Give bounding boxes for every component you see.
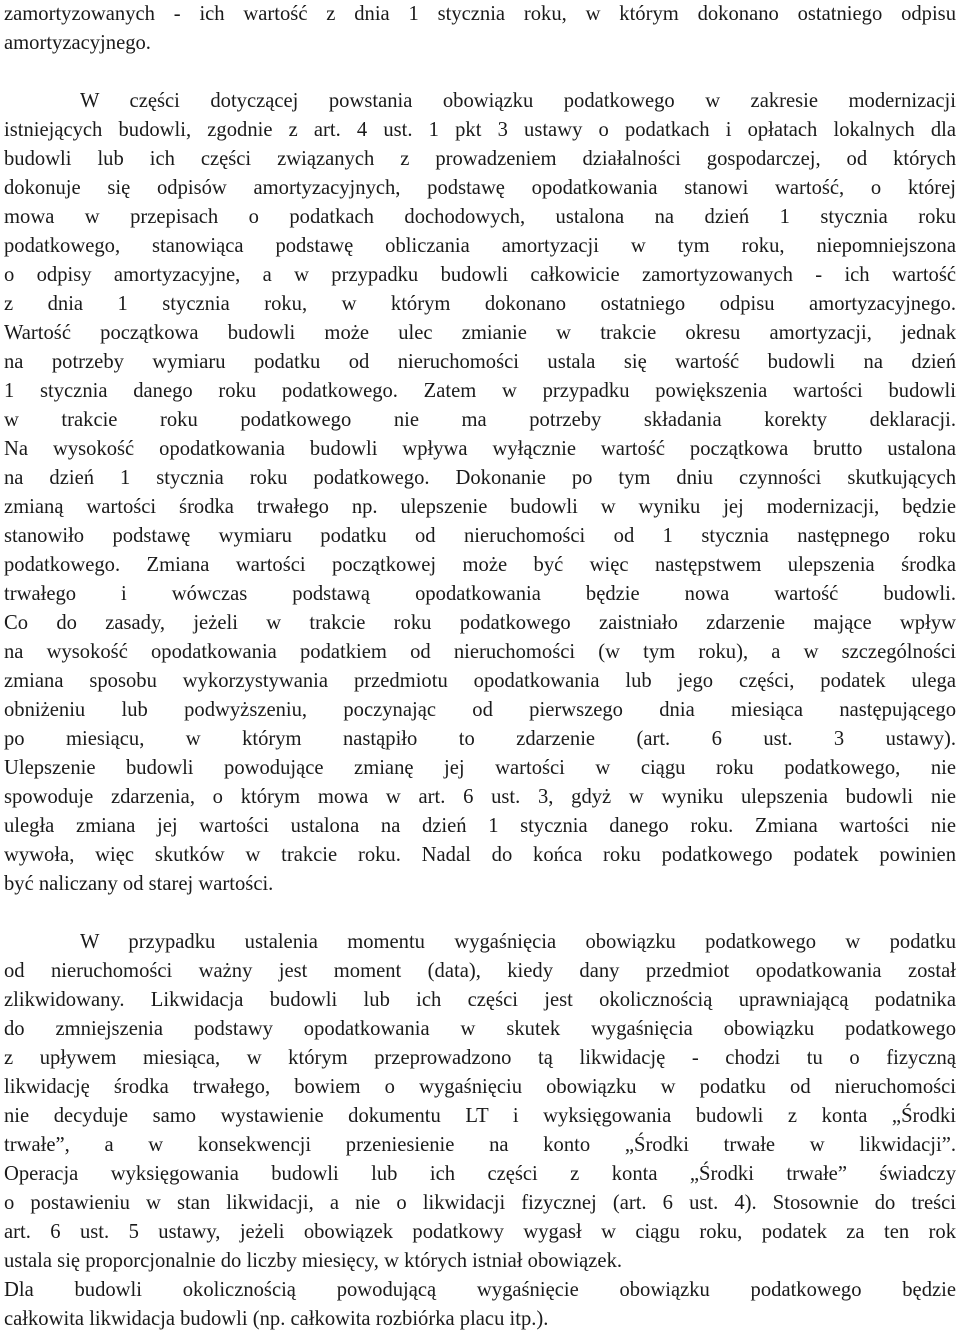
paragraph-gap — [4, 58, 956, 87]
text-line: w trakcie roku podatkowego nie ma potrzeby składania korekty deklaracji. — [4, 409, 956, 431]
text-line: Dla budowli okolicznością powodującą wygaśnięcie obowiązku podatkowego będzie — [4, 1279, 956, 1301]
text-line: być naliczany od starej wartości. — [4, 873, 274, 895]
text-line: zmiana sposobu wykorzystywania przedmiotu opodatkowania lub jego części, podatek ulega — [4, 670, 956, 692]
text-line: zlikwidowany. Likwidacja budowli lub ich części jest okolicznością uprawniającą podatnika — [4, 989, 956, 1011]
paragraph-gap — [4, 899, 956, 928]
text-line: zamortyzowanych - ich wartość z dnia 1 stycznia roku, w którym dokonano ostatniego odpisu — [4, 3, 956, 25]
text-line: do zmniejszenia podstawy opodatkowania w skutek wygaśnięcia obowiązku podatkowego — [4, 1018, 956, 1040]
document-body — [4, 0, 956, 1334]
text-line: W przypadku ustalenia momentu wygaśnięcia obowiązku podatkowego w podatku — [80, 931, 956, 953]
paragraph-p2 — [4, 87, 956, 899]
text-line: o postawieniu w stan likwidacji, a nie o likwidacji fizycznej (art. 6 ust. 4). Stosownie do treści — [4, 1192, 956, 1214]
text-line: Na wysokość opodatkowania budowli wpływa wyłącznie wartość początkowa brutto ustalona — [4, 438, 956, 460]
paragraph-p1 — [4, 0, 956, 58]
text-line: podatkowego. Zmiana wartości początkowej może być więc następstwem ulepszenia środka — [4, 554, 956, 576]
text-line: trwałego i wówczas podstawą opodatkowania będzie nowa wartość budowli. — [4, 583, 956, 605]
text-line: amortyzacyjnego. — [4, 32, 151, 54]
text-line: o odpisy amortyzacyjne, a w przypadku budowli całkowicie zamortyzowanych - ich wartość — [4, 264, 956, 286]
text-line: Operacja wyksięgowania budowli lub ich części z konta „Środki trwałe” świadczy — [4, 1163, 956, 1185]
text-line: podatkowego, stanowiąca podstawę obliczania amortyzacji w tym roku, niepomniejszona — [4, 235, 956, 257]
text-line: 1 stycznia danego roku podatkowego. Zatem w przypadku powiększenia wartości budowli — [4, 380, 956, 402]
text-line: stanowiło podstawę wymiaru podatku od nieruchomości od 1 stycznia następnego roku — [4, 525, 956, 547]
text-line: budowli lub ich części związanych z prowadzeniem działalności gospodarczej, od których — [4, 148, 956, 170]
text-line: zmianą wartości środka trwałego np. ulepszenie budowli w wyniku jej modernizacji, będzie — [4, 496, 956, 518]
text-line: mowa w przepisach o podatkach dochodowych, ustalona na dzień 1 stycznia roku — [4, 206, 956, 228]
text-line: na potrzeby wymiaru podatku od nieruchomości ustala się wartość budowli na dzień — [4, 351, 956, 373]
text-line: uległa zmiana jej wartości ustalona na dzień 1 stycznia danego roku. Zmiana wartości nie — [4, 815, 956, 837]
text-line: nie decyduje samo wystawienie dokumentu LT i wyksięgowania budowli z konta „Środki — [4, 1105, 956, 1127]
text-line: na dzień 1 stycznia roku podatkowego. Dokonanie po tym dniu czynności skutkujących — [4, 467, 956, 489]
text-line: trwałe”, a w konsekwencji przeniesienie na konto „Środki trwałe w likwidacji”. — [4, 1134, 956, 1156]
text-line: Co do zasady, jeżeli w trakcie roku podatkowego zaistniało zdarzenie mające wpływ — [4, 612, 956, 634]
text-line: wywoła, więc skutków w trakcie roku. Nadal do końca roku podatkowego podatek powinien — [4, 844, 956, 866]
text-line: likwidację środka trwałego, bowiem o wygaśnięciu obowiązku w podatku od nieruchomości — [4, 1076, 956, 1098]
text-line: na wysokość opodatkowania podatkiem od nieruchomości (w tym roku), a w szczególności — [4, 641, 956, 663]
paragraph-p3 — [4, 928, 956, 1334]
text-line: art. 6 ust. 5 ustawy, jeżeli obowiązek podatkowy wygasł w ciągu roku, podatek za ten rok — [4, 1221, 956, 1243]
text-line: Ulepszenie budowli powodujące zmianę jej wartości w ciągu roku podatkowego, nie — [4, 757, 956, 779]
document-page — [4, 0, 956, 1334]
text-line: obniżeniu lub podwyższeniu, poczynając od pierwszego dnia miesiąca następującego — [4, 699, 956, 721]
text-line: dokonuje się odpisów amortyzacyjnych, podstawę opodatkowania stanowi wartość, o której — [4, 177, 956, 199]
text-line: z dnia 1 stycznia roku, w którym dokonano ostatniego odpisu amortyzacyjnego. — [4, 293, 956, 315]
text-line: ustala się proporcjonalnie do liczby miesięcy, w których istniał obowiązek. — [4, 1250, 623, 1272]
text-line: spowoduje zdarzenia, o którym mowa w art. 6 ust. 3, gdyż w wyniku ulepszenia budowli nie — [4, 786, 956, 808]
text-line: W części dotyczącej powstania obowiązku podatkowego w zakresie modernizacji — [80, 90, 956, 112]
text-line: Wartość początkowa budowli może ulec zmianie w trakcie okresu amortyzacji, jednak — [4, 322, 956, 344]
text-line: po miesiącu, w którym nastąpiło to zdarzenie (art. 6 ust. 3 ustawy). — [4, 728, 956, 750]
text-line: od nieruchomości ważny jest moment (data), kiedy dany przedmiot opodatkowania został — [4, 960, 956, 982]
text-line: z upływem miesiąca, w którym przeprowadzono tą likwidację - chodzi tu o fizyczną — [4, 1047, 956, 1069]
text-line: istniejących budowli, zgodnie z art. 4 ust. 1 pkt 3 ustawy o podatkach i opłatach lokalnych dla — [4, 119, 956, 141]
text-line: całkowita likwidacja budowli (np. całkowita rozbiórka placu itp.). — [4, 1308, 549, 1330]
